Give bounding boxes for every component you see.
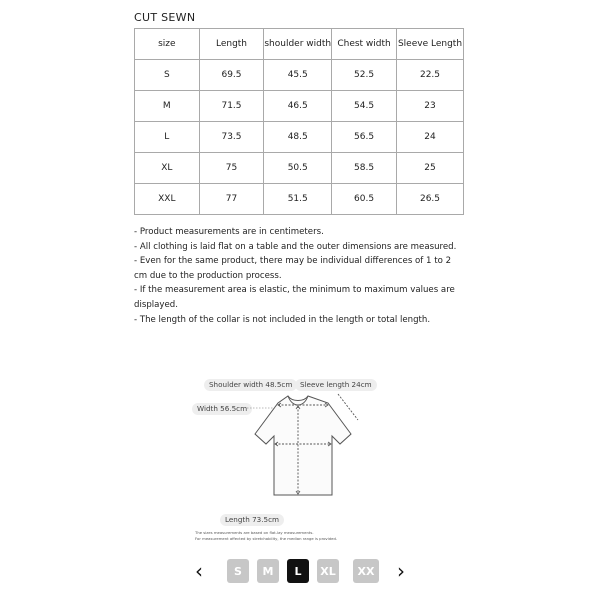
cell-sleeve: 24 <box>397 122 464 153</box>
cell-shoulder: 51.5 <box>264 184 332 215</box>
cell-size: M <box>135 91 200 122</box>
sleeve-length-label: Sleeve length 24cm <box>295 379 377 391</box>
page-title: CUT SEWN <box>134 11 196 24</box>
measurement-notes <box>134 225 474 327</box>
size-chart-table <box>134 28 464 215</box>
footnote-1: The sizes measurements are based on flat-lay measurements. <box>195 530 314 535</box>
cell-chest: 54.5 <box>332 91 397 122</box>
chevron-right-icon[interactable]: › <box>397 559 405 583</box>
header-sleeve-length: Sleeve Length <box>397 29 464 60</box>
tshirt-measurement-diagram <box>190 372 400 547</box>
size-selector <box>190 558 415 586</box>
table-row <box>135 122 464 153</box>
note-line: cm due to the production process. <box>134 270 282 281</box>
cell-sleeve: 23 <box>397 91 464 122</box>
size-chip-m[interactable]: M <box>257 559 279 583</box>
cell-length: 71.5 <box>199 91 264 122</box>
cell-sleeve: 25 <box>397 153 464 184</box>
note-line: - Even for the same product, there may be individual differences of 1 to 2 <box>134 256 452 267</box>
chevron-left-icon[interactable]: ‹ <box>195 559 203 583</box>
cell-shoulder: 46.5 <box>264 91 332 122</box>
cell-shoulder: 45.5 <box>264 60 332 91</box>
header-chest-width: Chest width <box>332 29 397 60</box>
cell-size: XXL <box>135 184 200 215</box>
size-chip-xx[interactable]: XX <box>353 559 379 583</box>
header-shoulder-width: shoulder width <box>264 29 332 60</box>
cell-length: 69.5 <box>199 60 264 91</box>
note-line: - All clothing is laid flat on a table and the outer dimensions are measured. <box>134 241 457 252</box>
size-chip-xl[interactable]: XL <box>317 559 339 583</box>
size-chip-s[interactable]: S <box>227 559 249 583</box>
cell-chest: 60.5 <box>332 184 397 215</box>
cell-length: 75 <box>199 153 264 184</box>
size-chip-l[interactable]: L <box>287 559 309 583</box>
cell-size: S <box>135 60 200 91</box>
table-header-row <box>135 29 464 60</box>
header-length: Length <box>199 29 264 60</box>
note-line: displayed. <box>134 299 178 310</box>
table-row <box>135 153 464 184</box>
cell-chest: 58.5 <box>332 153 397 184</box>
note-line: - The length of the collar is not included in the length or total length. <box>134 314 431 325</box>
table-row <box>135 184 464 215</box>
table-row <box>135 91 464 122</box>
cell-shoulder: 50.5 <box>264 153 332 184</box>
cell-size: XL <box>135 153 200 184</box>
footnote-2: For measurement affected by stretchability, the median range is provided. <box>195 536 338 541</box>
cell-length: 77 <box>199 184 264 215</box>
cell-chest: 52.5 <box>332 60 397 91</box>
note-line: - If the measurement area is elastic, the minimum to maximum values are <box>134 285 455 296</box>
header-size: size <box>135 29 200 60</box>
cell-length: 73.5 <box>199 122 264 153</box>
shoulder-width-label: Shoulder width 48.5cm <box>204 379 297 391</box>
cell-shoulder: 48.5 <box>264 122 332 153</box>
table-row <box>135 60 464 91</box>
length-label: Length 73.5cm <box>220 514 284 526</box>
note-line: - Product measurements are in centimeters. <box>134 227 324 237</box>
width-label: Width 56.5cm <box>192 403 252 415</box>
cell-sleeve: 26.5 <box>397 184 464 215</box>
tshirt-icon <box>190 372 400 512</box>
cell-sleeve: 22.5 <box>397 60 464 91</box>
cell-size: L <box>135 122 200 153</box>
cell-chest: 56.5 <box>332 122 397 153</box>
